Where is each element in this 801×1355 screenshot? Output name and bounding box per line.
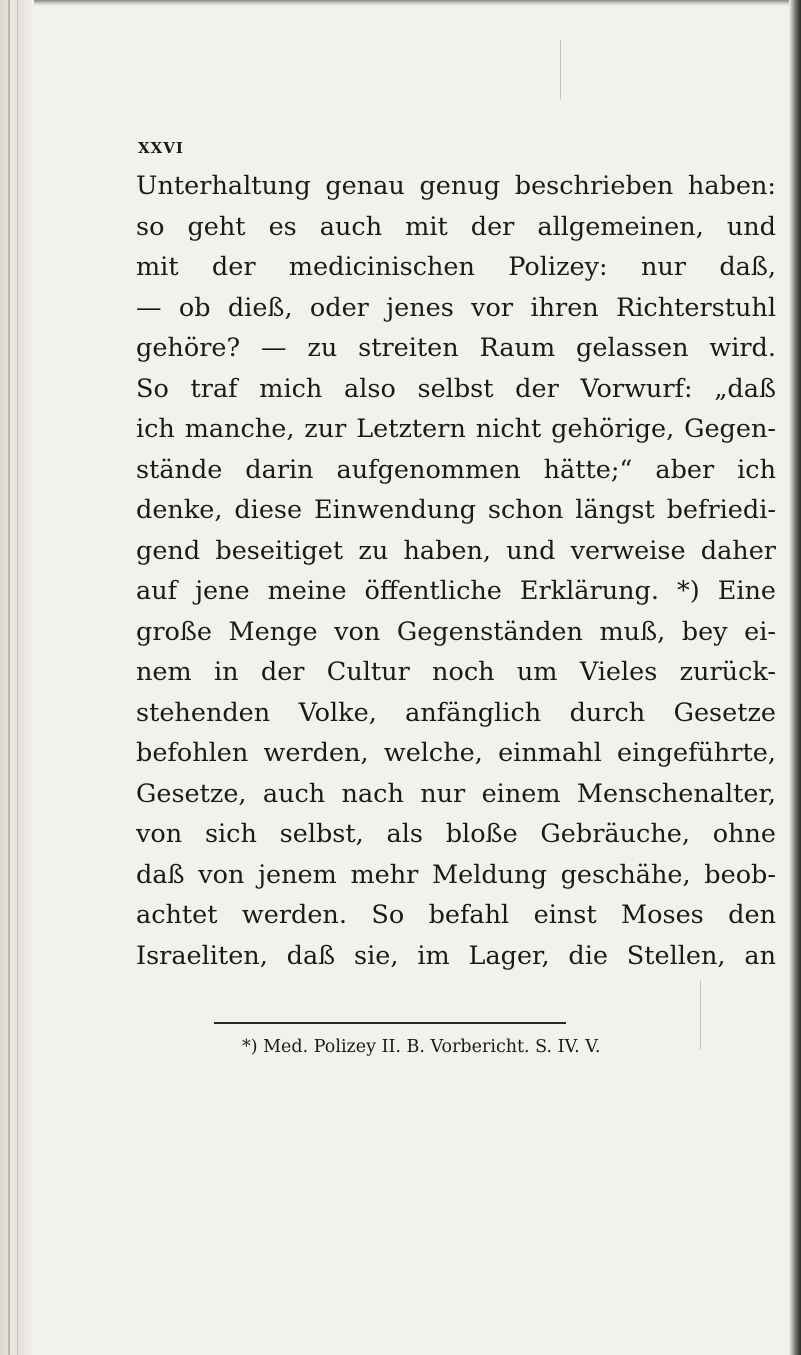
- text-line: stehenden Volke, anfänglich durch Gesetze: [136, 697, 776, 728]
- footnote: *) Med. Polizey II. B. Vorbericht. S. IV. V.: [242, 1037, 601, 1057]
- text-line: gehöre? — zu streiten Raum gelassen wird.: [136, 333, 776, 363]
- page-top-edge: [0, 0, 801, 6]
- text-line: auf jene meine öffentliche Erklärung. *) Eine: [136, 576, 776, 606]
- text-line: von sich selbst, als bloße Gebräuche, ohne: [136, 819, 776, 849]
- footnote-rule: [214, 1022, 566, 1024]
- text-line: gend beseitiget zu haben, und verweise daher: [136, 535, 776, 566]
- book-binding-edge: [0, 0, 34, 1355]
- text-line: ich manche, zur Letztern nicht gehörige, Gegen-: [136, 414, 776, 444]
- text-line: Unterhaltung genau genug beschrieben haben:: [136, 171, 776, 201]
- text-line: so geht es auch mit der allgemeinen, und: [136, 211, 776, 242]
- text-line: denke, diese Einwendung schon längst befriedi-: [136, 495, 776, 525]
- text-line: große Menge von Gegenständen muß, bey ei-: [136, 616, 776, 647]
- text-line: Israeliten, daß sie, im Lager, die Stellen, an: [136, 940, 776, 971]
- body-text: [136, 166, 776, 976]
- paper-mark: [560, 40, 561, 100]
- text-line: stände darin aufgenommen hätte;“ aber ich: [136, 454, 776, 485]
- text-line: Gesetze, auch nach nur einem Menschenalter,: [136, 778, 776, 809]
- text-line: So traf mich also selbst der Vorwurf: „daß: [136, 373, 776, 404]
- text-line: befohlen werden, welche, einmahl eingeführte,: [136, 738, 776, 768]
- paper-mark: [700, 980, 701, 1050]
- text-line: nem in der Cultur noch um Vieles zurück-: [136, 657, 776, 687]
- text-line: daß von jenem mehr Meldung geschähe, beob-: [136, 859, 776, 890]
- text-line: achtet werden. So befahl einst Moses den: [136, 900, 776, 930]
- text-line: — ob dieß, oder jenes vor ihren Richterstuhl: [136, 292, 776, 323]
- text-line: mit der medicinischen Polizey: nur daß,: [136, 252, 776, 282]
- page-number: XXVI: [138, 139, 184, 157]
- page-right-edge: [789, 0, 801, 1355]
